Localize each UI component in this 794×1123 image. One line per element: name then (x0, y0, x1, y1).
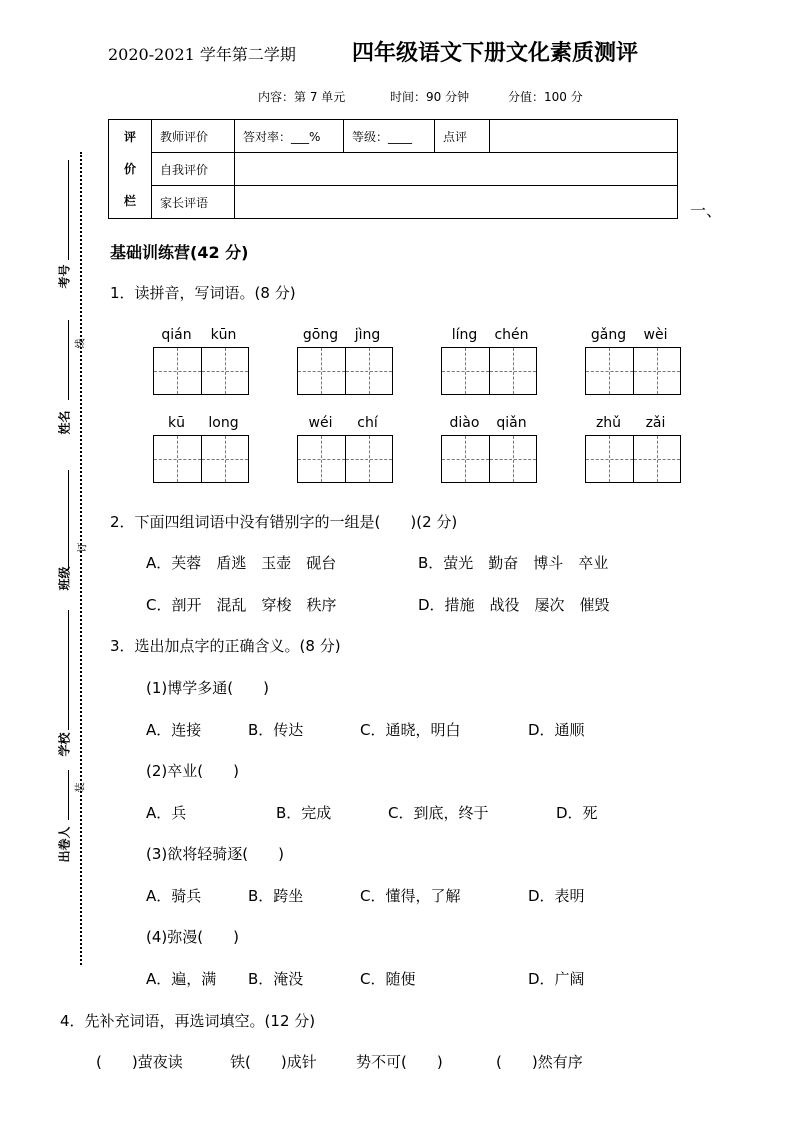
q2-option-c: C．剖开 混乱 穿梭 秩序 (146, 596, 337, 614)
self-eval-field (235, 153, 678, 186)
writing-grid[interactable] (585, 347, 681, 395)
q3-option-d: D．通顺 (528, 721, 585, 739)
q3-option-a: A．连接 (146, 721, 202, 739)
name-label: 姓名 (57, 410, 72, 435)
section-marker: 一、 (690, 201, 723, 220)
q2-text: 2．下面四组词语中没有错别字的一组是( )(2 分) (110, 513, 458, 531)
q3-option-c: C．到底，终于 (388, 804, 489, 822)
pinyin: zǎi (645, 415, 666, 431)
writing-grid[interactable] (585, 435, 681, 483)
class-label: 班级 (57, 566, 72, 591)
teacher-eval-label: 教师评价 (152, 120, 235, 153)
self-eval-label: 自我评价 (152, 153, 235, 186)
q1-text: 1．读拼音，写词语。(8 分) (110, 284, 296, 302)
comment-field (490, 120, 678, 153)
q2-option-d: D．措施 战役 屡次 催毁 (418, 596, 610, 614)
pinyin: chén (494, 327, 529, 343)
binding-dotted-line (80, 152, 82, 965)
writing-grid[interactable] (297, 435, 393, 483)
pinyin: kū (168, 415, 185, 431)
writing-grid[interactable] (441, 435, 537, 483)
pinyin: wèi (643, 327, 668, 343)
q3-option-d: D．广阔 (528, 970, 585, 988)
pinyin: gǎng (590, 327, 627, 343)
q4-blank: ( )然有序 (496, 1053, 583, 1071)
grade-field: 等级：____ (344, 120, 435, 153)
q2-option-a: A．芙蓉 盾逃 玉壶 砚台 (146, 554, 337, 572)
q3-item-stem: (3)欲将轻骑逐( ) (146, 845, 284, 863)
q4-blank: 势不可( ) (356, 1053, 443, 1071)
pinyin: long (208, 415, 239, 431)
q2-option-b: B．萤光 勤奋 博斗 卒业 (418, 554, 609, 572)
page-title: 四年级语文下册文化素质测评 (352, 41, 639, 66)
binding-ding-char: 订 (77, 542, 89, 553)
q4-text: 4．先补充词语，再选词填空。(12 分) (60, 1012, 316, 1030)
parent-comment-label: 家长评语 (152, 186, 235, 219)
writing-grid[interactable] (153, 347, 249, 395)
setter-label: 出卷人 (57, 826, 72, 863)
q3-item-stem: (2)卒业( ) (146, 762, 239, 780)
q3-option-c: C．随便 (360, 970, 416, 988)
exam-no-label: 考号 (57, 264, 72, 289)
q3-option-b: B．淹没 (248, 970, 304, 988)
eval-side-label: 评 价 栏 (109, 120, 152, 219)
q3-item-stem: (4)弥漫( ) (146, 928, 239, 946)
q3-text: 3．选出加点字的正确含义。(8 分) (110, 637, 341, 655)
class-line (68, 470, 69, 570)
exam-score: 分值：100 分 (508, 90, 583, 104)
school-line (68, 610, 69, 730)
parent-comment-field (235, 186, 678, 219)
pinyin: líng (451, 327, 478, 343)
writing-grid[interactable] (153, 435, 249, 483)
binding-line-char: 线 (75, 338, 87, 349)
pinyin: qiǎn (496, 415, 527, 431)
section-title: 基础训练营(42 分) (110, 243, 249, 262)
writing-grid[interactable] (441, 347, 537, 395)
pinyin: kūn (210, 327, 237, 343)
accuracy-field: 答对率：___% (235, 120, 344, 153)
exam-content: 内容：第 7 单元 (258, 90, 346, 104)
q3-option-c: C．懂得，了解 (360, 887, 461, 905)
q3-option-b: B．跨坐 (248, 887, 304, 905)
exam-time: 时间：90 分钟 (390, 90, 470, 104)
pinyin: diào (449, 415, 480, 431)
evaluation-table (108, 119, 678, 219)
q3-option-d: D．表明 (528, 887, 585, 905)
name-line (68, 320, 69, 400)
q3-option-b: B．传达 (248, 721, 304, 739)
q3-option-a: A．骑兵 (146, 887, 202, 905)
q3-option-c: C．通晓，明白 (360, 721, 461, 739)
school-label: 学校 (57, 732, 72, 757)
comment-label: 点评 (435, 120, 490, 153)
q3-option-a: A．遍，满 (146, 970, 217, 988)
q3-option-a: A．兵 (146, 804, 187, 822)
q4-blank: ( )萤夜读 (96, 1053, 183, 1071)
pinyin: zhǔ (595, 415, 622, 431)
pinyin: wéi (308, 415, 333, 431)
q4-blank: 铁( )成针 (230, 1053, 317, 1071)
pinyin: qián (161, 327, 192, 343)
q3-option-b: B．完成 (276, 804, 332, 822)
setter-line (68, 770, 69, 820)
exam-no-line (68, 160, 69, 260)
q3-item-stem: (1)博学多通( ) (146, 679, 269, 697)
pinyin: jìng (354, 327, 381, 343)
q3-option-d: D．死 (556, 804, 598, 822)
writing-grid[interactable] (297, 347, 393, 395)
pinyin: gōng (302, 327, 339, 343)
pinyin: chí (357, 415, 378, 431)
year-term: 2020-2021 学年第二学期 (108, 45, 296, 64)
binding-zhuang-char: 装 (75, 782, 87, 793)
